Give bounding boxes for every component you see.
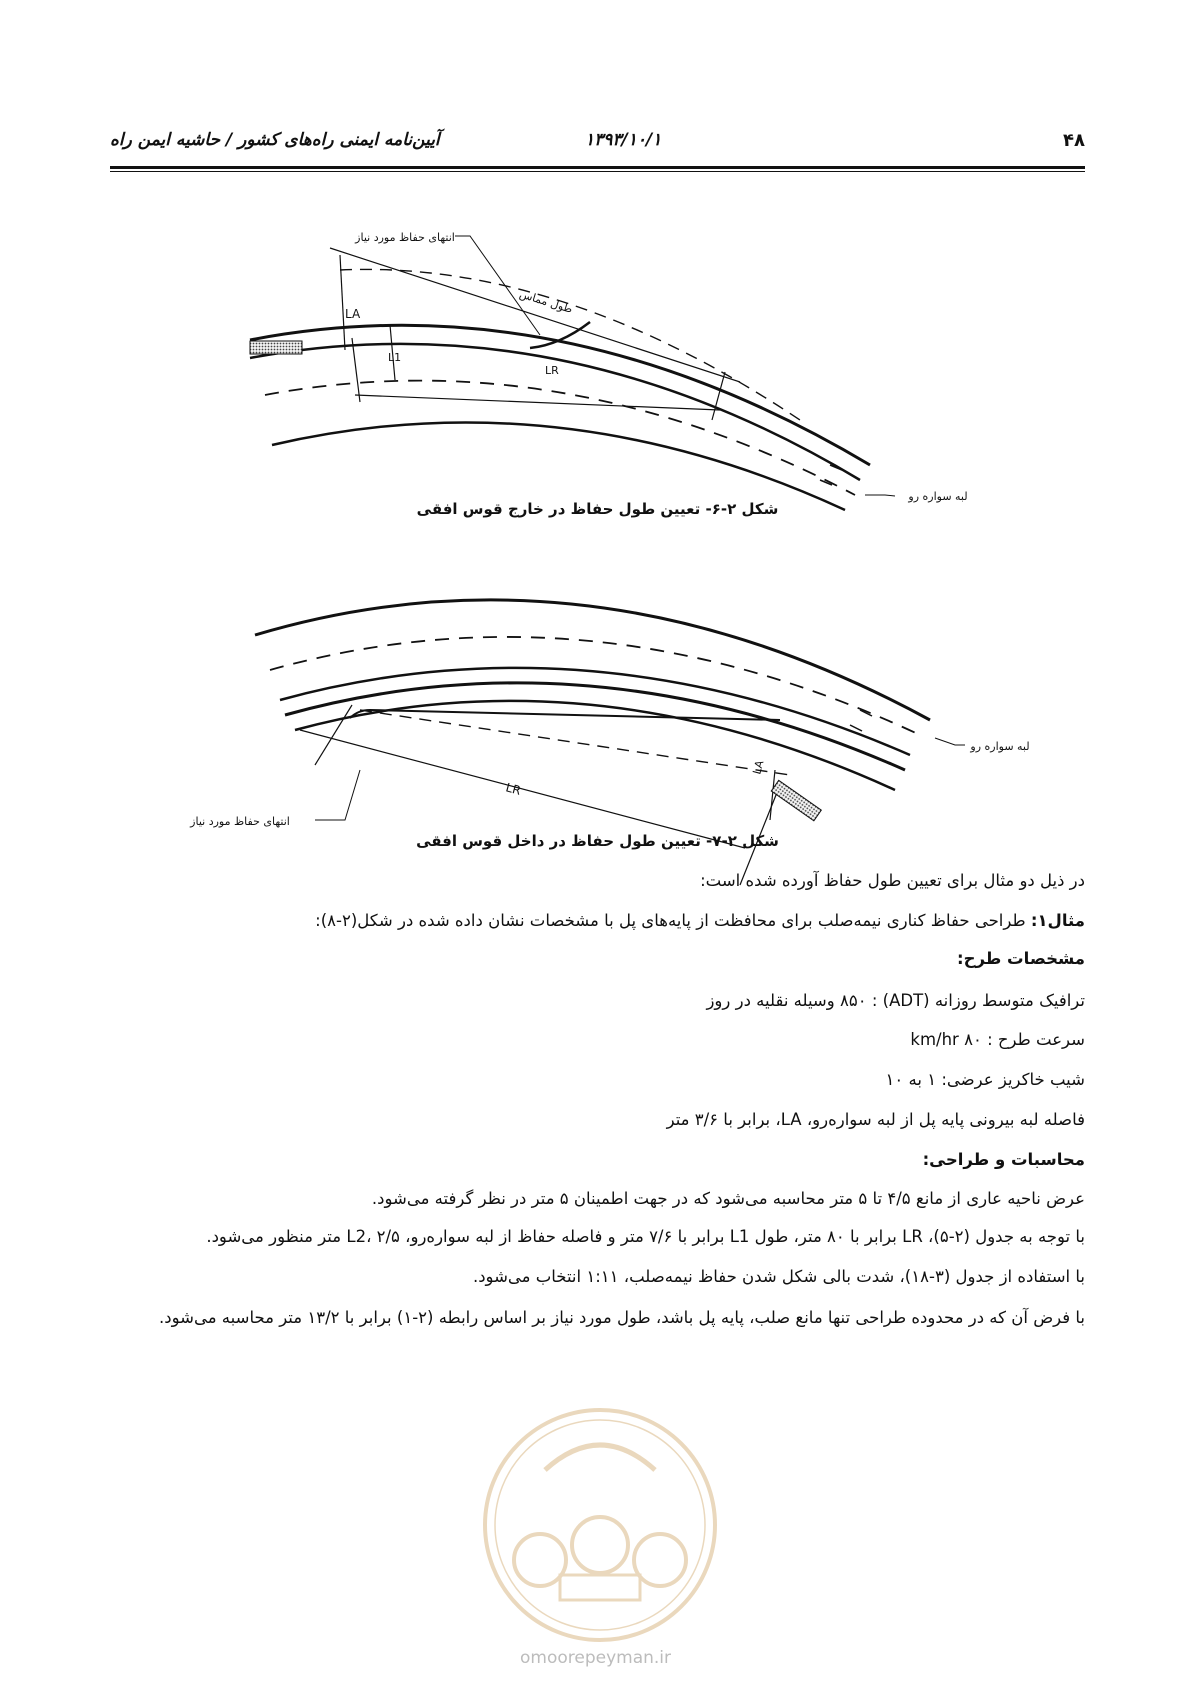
- spec-adt: ترافیک متوسط روزانه (ADT) : ۸۵۰ وسیله نقلیه در روز: [706, 991, 1085, 1010]
- spec-speed: سرعت طرح : ۸۰ km/hr: [910, 1030, 1085, 1049]
- fig7-label-LR: LR: [504, 780, 523, 798]
- watermark-site: omoorepeyman.ir: [519, 1648, 672, 1668]
- fig6-leader-edge: [865, 495, 895, 496]
- fig6-road-line-3: [272, 422, 845, 510]
- fig6-LR-end-tick: [712, 372, 725, 420]
- page-number: ۴۸: [1063, 130, 1085, 151]
- fig6-label-L1: L1: [388, 351, 402, 364]
- calc-line-1: عرض ناحیه عاری از مانع ۴/۵ تا ۵ متر محاسبه می‌شود که در جهت اطمینان ۵ متر در نظر گرفته می‌شود.: [371, 1189, 1085, 1208]
- fig7-LR-dashed: [360, 710, 790, 775]
- fig7-LR-dim: [300, 730, 745, 848]
- calc-heading: محاسبات و طراحی:: [922, 1150, 1085, 1169]
- example-1-line: [315, 910, 1085, 932]
- fig6-LR-bottom: [355, 395, 720, 410]
- fig6-label-LR: LR: [545, 364, 559, 377]
- fig7-bridge-pier: [771, 780, 821, 820]
- figure-6-caption: شکل ۲-۶- تعیین طول حفاظ در خارج قوس افقی: [416, 500, 779, 518]
- header-title: آیین‌نامه ایمنی راه‌های کشور / حاشیه ایمن راه: [110, 130, 440, 150]
- watermark-logo: [485, 1410, 715, 1640]
- spec-slope: شیب خاکریز عرضی: ۱ به ۱۰: [885, 1070, 1085, 1089]
- spec-distance: فاصله لبه بیرونی پایه پل از لبه سواره‌رو، LA، برابر با ۳/۶ متر: [666, 1110, 1085, 1129]
- fig7-leader-edge: [935, 738, 965, 745]
- figure-6-diagram: [250, 236, 895, 510]
- fig7-label-end-guard: انتهای حفاظ مورد نیاز: [190, 815, 290, 828]
- fig7-guard-flare: [350, 710, 780, 720]
- figure-7-caption: شکل ۲-۷- تعیین طول حفاظ در داخل قوس افقی: [416, 832, 779, 850]
- intro-line: در ذیل دو مثال برای تعیین طول حفاظ آورده شده است:: [700, 871, 1085, 890]
- fig6-left-tick: [352, 338, 360, 402]
- fig6-label-LA: LA: [345, 307, 361, 321]
- header-date: ۱۳۹۳/۱۰/۱: [585, 130, 662, 150]
- calc-line-2: با توجه به جدول (۲-۵)، LR برابر با ۸۰ متر، طول L1 برابر با ۷/۶ متر و فاصله حفاظ از لبه سواره‌رو، L2، ۲/۵ متر منظور می‌شود.: [206, 1227, 1085, 1246]
- fig7-road-line-1: [255, 600, 930, 720]
- fig7-label-LA: LA: [750, 758, 767, 776]
- fig6-bridge-pier: [250, 341, 302, 354]
- fig6-label-edge: لبه سواره رو: [908, 490, 968, 503]
- fig7-label-edge: لبه سواره رو: [970, 740, 1030, 753]
- example-1-text: طراحی حفاظ کناری نیمه‌صلب برای محافظت از پایه‌های پل با مشخصات نشان داده شده در شکل(۲-۸):: [315, 911, 1031, 930]
- fig6-label-tangent: طول مماس: [517, 287, 575, 316]
- fig6-label-end-guard: انتهای حفاظ مورد نیاز: [355, 231, 455, 244]
- design-specs-heading: مشخصات طرح:: [957, 949, 1085, 968]
- example-1-label: مثال۱:: [1030, 911, 1085, 930]
- fig6-guard-flare: [530, 322, 590, 348]
- fig6-leader-end-guard: [455, 236, 540, 335]
- fig7-LA-dim: [770, 770, 775, 820]
- calc-line-4: با فرض آن که در محدوده طراحی تنها مانع صلب، پایه پل باشد، طول مورد نیاز بر اساس رابطه (۲-۱) برابر با ۱۳/۲ متر محاسبه می‌شود.: [159, 1308, 1085, 1327]
- calc-line-3: با استفاده از جدول (۳-۱۸)، شدت بالی شکل شدن حفاظ نیمه‌صلب، ۱:۱۱ انتخاب می‌شود.: [472, 1267, 1085, 1286]
- fig7-leader-end-guard: [315, 770, 360, 820]
